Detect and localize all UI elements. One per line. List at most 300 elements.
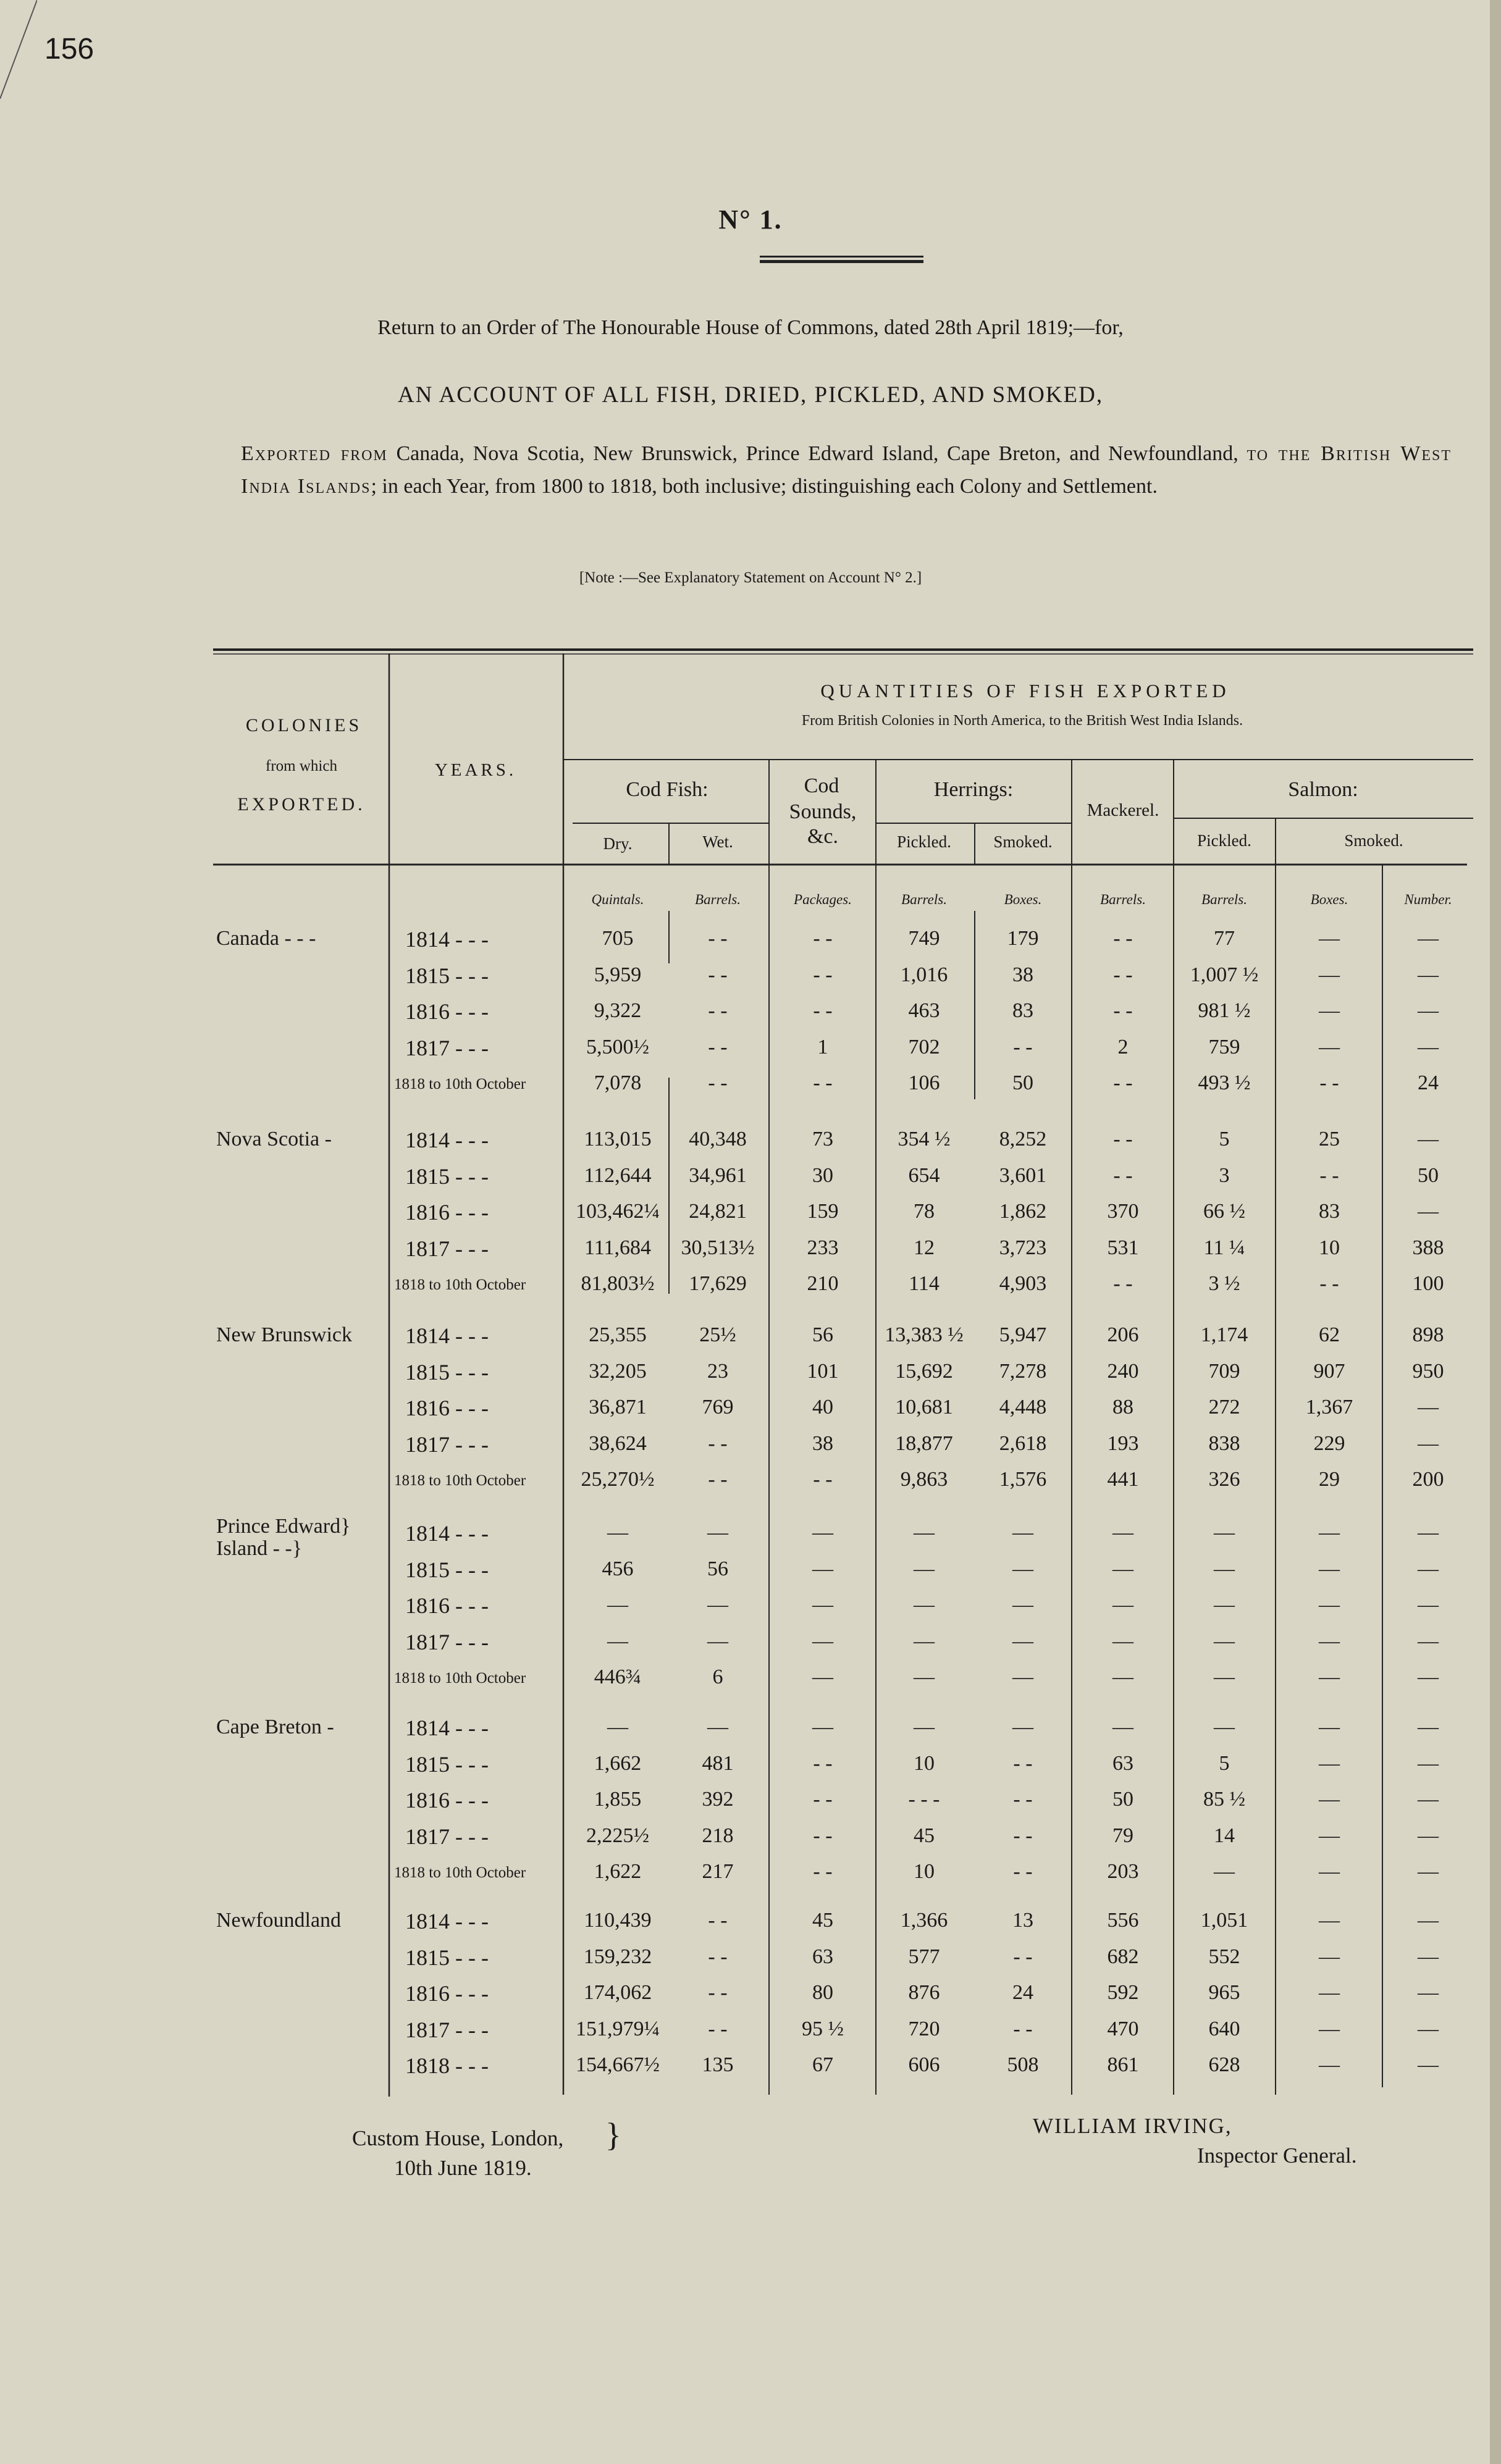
table-cell: 80 [812, 1981, 833, 2004]
table-cell: — [1418, 1629, 1439, 1653]
table-cell: 481 [702, 1751, 734, 1775]
table-cell: 88 [1112, 1396, 1133, 1418]
table-cell: 38 [812, 1431, 833, 1455]
cod-fish-header: Cod Fish: [626, 778, 708, 801]
table-cell: 392 [702, 1788, 734, 1811]
table-cell: 3 ½ [1208, 1272, 1240, 1295]
table-cell: 950 [1412, 1359, 1444, 1383]
table-cell: 12 [914, 1236, 935, 1259]
table-cell: - - [708, 927, 728, 950]
table-cell: 861 [1107, 2053, 1139, 2076]
table-cell: 446¾ [594, 1666, 642, 1688]
table-cell: — [914, 1557, 935, 1580]
year-label: 1817 - - - [405, 2017, 489, 2042]
table-cell: 56 [812, 1323, 833, 1346]
table-cell: 29 [1319, 1468, 1340, 1491]
table-cell: 77 [1214, 927, 1235, 950]
table-cell: 354 ½ [898, 1128, 951, 1150]
table-cell: 838 [1208, 1431, 1240, 1455]
table-cell: 30,513½ [681, 1236, 755, 1259]
table-cell: 965 [1208, 1981, 1240, 2004]
table-cell: — [1214, 1716, 1235, 1738]
table-cell: — [1418, 1981, 1439, 2004]
footer-brace: } [605, 2116, 621, 2153]
table-cell: 463 [908, 999, 940, 1022]
colonies-header-2: from which [266, 758, 337, 774]
table-cell: 233 [807, 1236, 839, 1259]
table-cell: 25,270½ [581, 1468, 655, 1491]
table-cell: 1,662 [594, 1751, 642, 1775]
table-cell: 456 [602, 1557, 634, 1580]
table-cell: — [914, 1666, 935, 1688]
table-cell: 40,348 [689, 1128, 747, 1150]
table-cell: - - [813, 963, 833, 986]
colony-name: Prince Edward} [216, 1515, 351, 1538]
table-cell: 6 [712, 1666, 723, 1688]
year-label: 1814 - - - [405, 1323, 489, 1348]
table-cell: — [1319, 1557, 1340, 1580]
year-label: 1815 - - - [405, 1359, 489, 1385]
table-cell: 552 [1208, 1945, 1240, 1968]
table-cell: - - [1013, 1751, 1033, 1775]
table-cell: 110,439 [584, 1909, 652, 1932]
colony-name: Cape Breton - [216, 1716, 334, 1738]
table-cell: 32,205 [589, 1359, 647, 1383]
table-cell: 24 [1012, 1981, 1033, 2004]
table-cell: 159,232 [583, 1945, 652, 1968]
table-cell: 592 [1107, 1981, 1139, 2004]
table-cell: — [914, 1629, 935, 1653]
year-label: 1816 - - - [405, 1593, 489, 1618]
table-cell: — [1214, 1521, 1235, 1544]
table-cell: — [1418, 1788, 1439, 1811]
table-cell: — [1418, 1909, 1439, 1932]
table-cell: 81,803½ [581, 1272, 655, 1295]
table-cell: - - [1113, 1272, 1133, 1295]
table-cell: 78 [914, 1200, 935, 1223]
years-header: YEARS. [434, 760, 517, 780]
table-cell: — [1418, 927, 1439, 950]
year-label: 1816 - - - [405, 999, 489, 1024]
colony-name: New Brunswick [216, 1323, 353, 1346]
table-cell: 30 [812, 1163, 833, 1187]
table-cell: 1,622 [594, 1860, 642, 1883]
table-cell: — [1319, 1629, 1340, 1653]
table-cell: 470 [1107, 2017, 1139, 2040]
table-cell: 210 [807, 1272, 839, 1295]
table-cell: 3,601 [999, 1163, 1047, 1187]
table-cell: 112,644 [584, 1163, 652, 1187]
table-cell: — [1418, 1557, 1439, 1580]
table-cell: — [1319, 1593, 1340, 1616]
table-cell: 38,624 [589, 1431, 647, 1455]
table-cell: 179 [1007, 927, 1039, 950]
table-cell: - - [813, 1468, 833, 1491]
table-cell: — [1319, 2017, 1340, 2040]
table-cell: - - [708, 999, 728, 1022]
column-header-herrings-pickled: Pickled. [897, 832, 951, 851]
table-cell: — [1214, 1593, 1235, 1616]
table-cell: - - [708, 2017, 728, 2040]
table-cell: — [1319, 1945, 1340, 1968]
table-cell: 34,961 [689, 1163, 747, 1187]
table-cell: — [1012, 1521, 1033, 1544]
table-cell: 15,692 [895, 1359, 953, 1383]
table-cell: 18,877 [895, 1431, 953, 1455]
cod-sounds-header-3: &c. [807, 825, 839, 848]
table-cell: 769 [702, 1396, 734, 1418]
table-cell: 67 [812, 2053, 833, 2076]
table-cell: 577 [908, 1945, 940, 1968]
table-cell: 388 [1412, 1236, 1444, 1259]
table-cell: 63 [1112, 1751, 1133, 1775]
return-line: Return to an Order of The Honourable House of Commons, dated 28th April 1819;—for, [377, 316, 1124, 339]
table-cell: 50 [1012, 1071, 1033, 1094]
year-label: 1815 - - - [405, 1945, 489, 1970]
table-cell: 113,015 [584, 1128, 652, 1150]
table-cell: — [607, 1716, 628, 1738]
table-cell: 5,947 [999, 1323, 1047, 1346]
table-cell: 50 [1112, 1788, 1133, 1811]
table-cell: 10 [1319, 1236, 1340, 1259]
table-cell: — [1112, 1521, 1133, 1544]
table-cell: - - [1113, 963, 1133, 986]
colony-name: Newfoundland [216, 1909, 342, 1932]
table-cell: — [1418, 1521, 1439, 1544]
table-cell: - - [708, 1035, 728, 1058]
table-cell: 62 [1319, 1323, 1340, 1346]
table-cell: — [1319, 1716, 1340, 1738]
quantities-header: QUANTITIES OF FISH EXPORTED [820, 680, 1230, 702]
table-cell: 4,448 [999, 1396, 1047, 1418]
unit-label: Packages. [794, 892, 852, 907]
table-cell: — [1112, 1716, 1133, 1738]
table-cell: — [1214, 1629, 1235, 1653]
table-cell: - - [1319, 1163, 1339, 1187]
table-cell: — [1112, 1557, 1133, 1580]
custom-house-date: 10th June 1819. [394, 2156, 532, 2180]
table-cell: — [1319, 999, 1340, 1022]
year-label: 1817 - - - [405, 1035, 489, 1060]
table-cell: 25,355 [589, 1323, 647, 1346]
table-cell: 2,225½ [586, 1824, 649, 1847]
table-cell: 531 [1107, 1236, 1139, 1259]
table-cell: — [1418, 1824, 1439, 1847]
table-cell: 85 ½ [1203, 1788, 1245, 1811]
table-cell: — [607, 1629, 628, 1653]
table-cell: 106 [908, 1071, 940, 1094]
table-cell: 1,174 [1200, 1323, 1248, 1346]
table-cell: 14 [1214, 1824, 1235, 1847]
table-cell: 5 [1219, 1128, 1230, 1150]
table-cell: 441 [1107, 1468, 1139, 1491]
table-cell: 9,322 [594, 999, 642, 1022]
year-label: 1816 - - - [405, 1396, 489, 1420]
table-cell: — [914, 1593, 935, 1616]
cod-sounds-header-1: Cod [804, 774, 839, 797]
table-cell: — [812, 1716, 833, 1738]
table-cell: — [1319, 963, 1340, 986]
table-cell: 36,871 [589, 1396, 647, 1418]
table-cell: 50 [1418, 1163, 1439, 1187]
table-cell: 10 [914, 1751, 935, 1775]
column-header-herrings-smoked: Smoked. [993, 832, 1053, 851]
table-cell: - - [708, 1945, 728, 1968]
table-cell: 79 [1112, 1824, 1133, 1847]
year-label: 1817 - - - [405, 1236, 489, 1261]
table-cell: - - [813, 1751, 833, 1775]
table-cell: 114 [909, 1272, 940, 1295]
quantities-subheader: From British Colonies in North America, to the British West India Islands. [801, 713, 1243, 729]
table-cell: 25½ [699, 1323, 736, 1346]
table-cell: 370 [1107, 1200, 1139, 1223]
table-cell: 193 [1107, 1431, 1139, 1455]
year-label: 1815 - - - [405, 963, 489, 988]
table-cell: - - [1113, 1163, 1133, 1187]
year-label: 1816 - - - [405, 1200, 489, 1225]
unit-label: Barrels. [1201, 892, 1247, 907]
table-cell: — [1418, 1200, 1439, 1223]
unit-label: Quintals. [591, 892, 644, 907]
table-cell: 720 [908, 2017, 940, 2040]
table-cell: 45 [914, 1824, 935, 1847]
column-header-dry: Dry. [603, 834, 633, 853]
year-label: 1817 - - - [405, 1824, 489, 1849]
table-cell: 10 [914, 1860, 935, 1883]
table-cell: — [1418, 1666, 1439, 1688]
table-cell: — [812, 1557, 833, 1580]
table-cell: 907 [1313, 1359, 1345, 1383]
table-cell: — [607, 1521, 628, 1544]
unit-label: Barrels. [901, 892, 947, 907]
table-cell: 154,667½ [576, 2053, 660, 2076]
table-cell: — [1214, 1557, 1235, 1580]
table-cell: 73 [812, 1128, 833, 1150]
table-cell: - - [1013, 1824, 1033, 1847]
table-cell: - - [1113, 999, 1133, 1022]
column-header-salmon-pickled: Pickled. [1197, 831, 1251, 850]
table-cell: 1,016 [900, 963, 948, 986]
table-cell: — [1418, 1035, 1439, 1058]
page-number: 156 [44, 33, 95, 65]
year-label: 1818 to 10th October [394, 1076, 526, 1092]
table-cell: — [914, 1521, 935, 1544]
year-label: 1814 - - - [405, 1716, 489, 1740]
year-label: 1815 - - - [405, 1163, 489, 1189]
table-cell: 682 [1107, 1945, 1139, 1968]
table-cell: — [1214, 1860, 1235, 1883]
table-cell: 100 [1412, 1272, 1444, 1295]
column-header-wet: Wet. [702, 832, 733, 851]
table-cell: 45 [812, 1909, 833, 1932]
table-cell: - - [1013, 1035, 1033, 1058]
table-cell: 759 [1208, 1035, 1240, 1058]
table-cell: - - [1113, 927, 1133, 950]
table-cell: 174,062 [583, 1981, 652, 2004]
table-cell: 24 [1418, 1071, 1439, 1094]
table-cell: 705 [602, 927, 634, 950]
table-cell: 40 [812, 1396, 833, 1418]
table-cell: 25 [1319, 1128, 1340, 1150]
table-cell: 151,979¼ [576, 2017, 660, 2040]
table-cell: - - [1113, 1071, 1133, 1094]
table-cell: - - [813, 1788, 833, 1811]
table-cell: - - [708, 1431, 728, 1455]
year-label: 1818 to 10th October [394, 1864, 526, 1881]
table-cell: 702 [908, 1035, 940, 1058]
table-cell: 493 ½ [1198, 1071, 1251, 1094]
explanatory-note: [Note :—See Explanatory Statement on Account N° 2.] [579, 569, 922, 586]
table-cell: - - [708, 1909, 728, 1932]
table-cell: 217 [702, 1860, 734, 1883]
table-cell: — [707, 1716, 728, 1738]
table-cell: 159 [807, 1200, 839, 1223]
table-cell: 898 [1412, 1323, 1444, 1346]
table-cell: — [1012, 1666, 1033, 1688]
year-label: 1818 to 10th October [394, 1670, 526, 1687]
unit-label: Number. [1404, 892, 1452, 907]
table-cell: 10,681 [895, 1396, 953, 1418]
signatory-title: Inspector General. [1197, 2143, 1357, 2168]
table-cell: 876 [908, 1981, 940, 2004]
year-label: 1814 - - - [405, 1521, 489, 1546]
table-cell: 3,723 [999, 1236, 1047, 1259]
table-cell: — [812, 1593, 833, 1616]
table-cell: — [1012, 1557, 1033, 1580]
table-cell: 38 [1012, 963, 1033, 986]
table-cell: — [1418, 1945, 1439, 1968]
year-label: 1817 - - - [405, 1629, 489, 1654]
table-cell: — [1319, 1860, 1340, 1883]
table-cell: 5,959 [594, 963, 642, 986]
table-cell: 17,629 [689, 1272, 747, 1295]
year-label: 1814 - - - [405, 1909, 489, 1934]
table-cell: — [1319, 1035, 1340, 1058]
table-cell: - - [1013, 1860, 1033, 1883]
to-the-lead: to the British West India Islands [241, 442, 1452, 498]
table-cell: 13 [1012, 1909, 1033, 1932]
table-cell: 101 [807, 1359, 839, 1383]
table-cell: 2 [1117, 1035, 1129, 1058]
table-cell: - - [1013, 1945, 1033, 1968]
table-cell: 111,684 [584, 1236, 651, 1259]
unit-label: Boxes. [1310, 892, 1348, 907]
table-cell: — [1418, 1431, 1439, 1455]
table-cell: 3 [1219, 1163, 1230, 1187]
table-cell: 24,821 [689, 1200, 747, 1223]
table-cell: 4,903 [999, 1272, 1047, 1295]
custom-house-place: Custom House, London, [352, 2126, 564, 2150]
colony-name: Canada - - - [216, 927, 316, 950]
table-cell: 1,051 [1200, 1909, 1248, 1932]
year-label: 1816 - - - [405, 1981, 489, 2006]
table-cell: 7,078 [594, 1071, 642, 1094]
year-label: 1816 - - - [405, 1788, 489, 1812]
table-cell: — [1418, 2017, 1439, 2040]
table-cell: - - - [908, 1788, 940, 1811]
mackerel-header: Mackerel. [1087, 800, 1159, 820]
year-label: 1815 - - - [405, 1751, 489, 1777]
colony-name: Island - -} [216, 1537, 303, 1560]
heading-number: N° 1. [718, 204, 783, 235]
table-cell: 83 [1012, 999, 1033, 1022]
table-cell: — [1319, 1666, 1340, 1688]
table-cell: 66 ½ [1203, 1200, 1245, 1223]
table-cell: — [1418, 2053, 1439, 2076]
table-cell: - - [708, 1071, 728, 1094]
table-cell: — [1112, 1629, 1133, 1653]
table-cell: 749 [908, 927, 940, 950]
colonies-header-1: COLONIES [245, 715, 363, 735]
table-cell: - - [1319, 1272, 1339, 1295]
unit-label: Barrels. [1100, 892, 1146, 907]
table-cell: 272 [1208, 1396, 1240, 1418]
table-cell: 606 [908, 2053, 940, 2076]
table-cell: — [1418, 1128, 1439, 1150]
table-cell: 5 [1219, 1751, 1230, 1775]
cod-sounds-header-2: Sounds, [789, 800, 857, 823]
table-cell: — [1319, 1981, 1340, 2004]
table-cell: — [812, 1666, 833, 1688]
exported-tail: ; in each Year, from 1800 to 1818, both inclusive; distinguishing each Colony and Settlement. [371, 475, 1158, 498]
unit-label: Boxes. [1004, 892, 1042, 907]
table-cell: — [1319, 1788, 1340, 1811]
table-cell: — [1418, 963, 1439, 986]
table-cell: — [812, 1629, 833, 1653]
herrings-header: Herrings: [933, 778, 1014, 801]
table-cell: — [1418, 1860, 1439, 1883]
table-cell: 7,278 [999, 1359, 1047, 1383]
signatory-name: WILLIAM IRVING, [1033, 2114, 1232, 2138]
account-title: AN ACCOUNT OF ALL FISH, DRIED, PICKLED, AND SMOKED, [397, 382, 1104, 408]
table-cell: 628 [1208, 2053, 1240, 2076]
table-cell: 63 [812, 1945, 833, 1968]
colony-name: Nova Scotia - [216, 1128, 332, 1150]
table-cell: 206 [1107, 1323, 1139, 1346]
table-cell: 709 [1208, 1359, 1240, 1383]
table-cell: 200 [1412, 1468, 1444, 1491]
table-cell: - - [708, 1468, 728, 1491]
table-cell: — [707, 1521, 728, 1544]
table-cell: — [1112, 1593, 1133, 1616]
table-cell: 1,576 [999, 1468, 1047, 1491]
table-cell: 83 [1319, 1200, 1340, 1223]
table-cell: 11 ¼ [1203, 1236, 1245, 1259]
table-cell: - - [813, 999, 833, 1022]
table-cell: — [707, 1593, 728, 1616]
table-cell: 640 [1208, 2017, 1240, 2040]
table-cell: - - [813, 1824, 833, 1847]
table-cell: — [1418, 1751, 1439, 1775]
table-cell: 95 ½ [802, 2017, 844, 2040]
table-cell: — [1112, 1666, 1133, 1688]
table-cell: — [1319, 2053, 1340, 2076]
table-cell: — [1418, 1716, 1439, 1738]
table-cell: 203 [1107, 1860, 1139, 1883]
table-cell: 23 [707, 1359, 728, 1383]
year-label: 1817 - - - [405, 1431, 489, 1457]
table-cell: — [1012, 1716, 1033, 1738]
table-cell: — [1319, 1909, 1340, 1932]
table-cell: - - [813, 1071, 833, 1094]
table-cell: 1 [817, 1035, 828, 1058]
table-cell: — [914, 1716, 935, 1738]
table-cell: - - [708, 1981, 728, 2004]
table-cell: — [1319, 1751, 1340, 1775]
table-cell: 13,383 ½ [885, 1323, 964, 1346]
year-label: 1818 to 10th October [394, 1472, 526, 1489]
table-cell: — [1418, 1396, 1439, 1418]
